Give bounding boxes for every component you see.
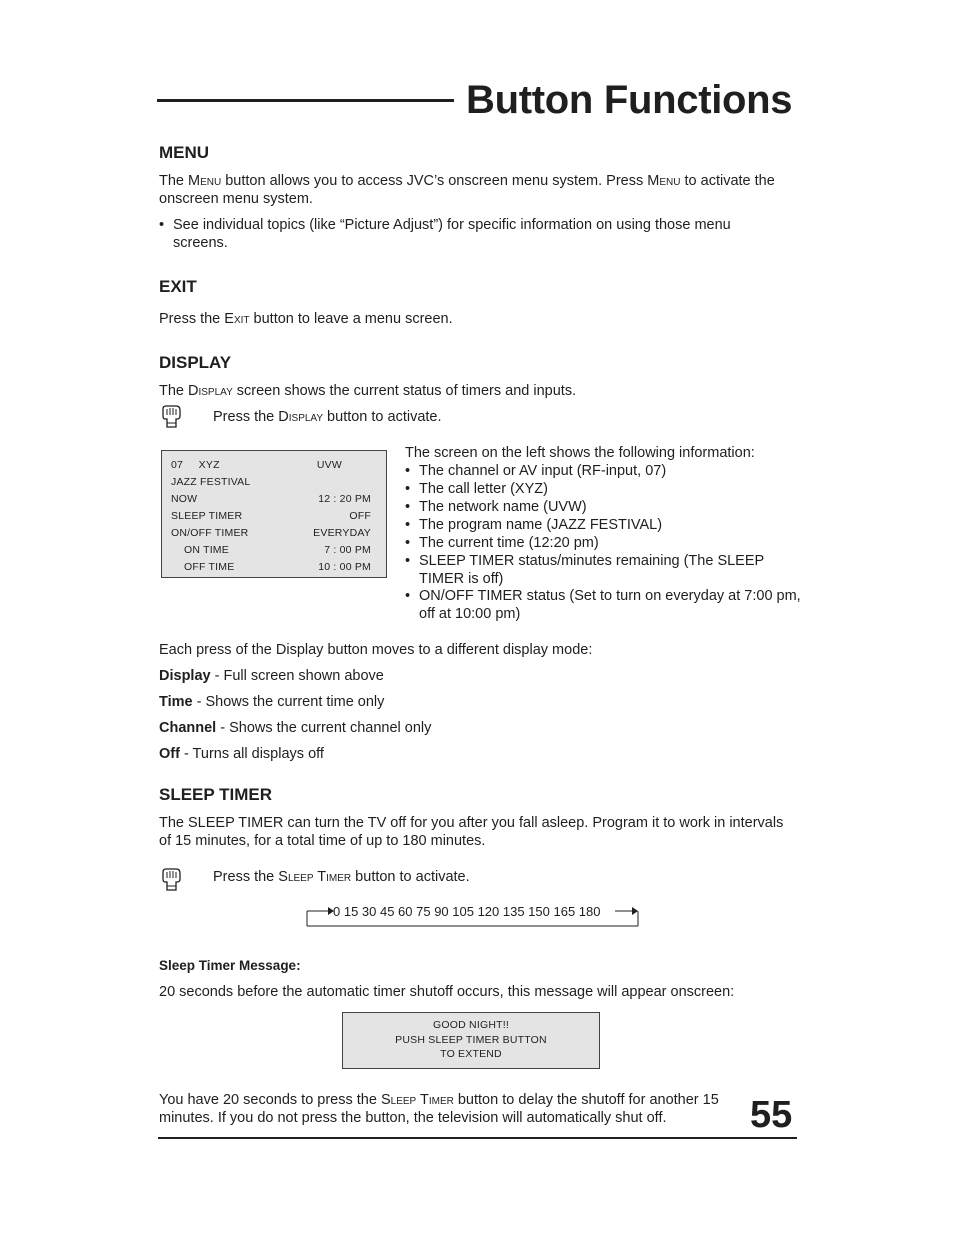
info-bullet: • ON/OFF TIMER status (Set to turn on everyday at 7:00 pm, off at 10:00 pm) <box>405 588 801 622</box>
mode-item: Channel - Shows the current channel only <box>159 720 432 736</box>
osd-row: ON/OFF TIMER EVERYDAY <box>171 527 371 539</box>
mode-item: Display - Full screen shown above <box>159 668 384 684</box>
sleep-message-intro: 20 seconds before the automatic timer shutoff occurs, this message will appear onscreen: <box>159 984 735 1000</box>
osd-row: JAZZ FESTIVAL <box>171 476 251 488</box>
page-title: Button Functions <box>466 78 793 122</box>
osd-row: NOW 12 : 20 PM <box>171 493 371 505</box>
hand-press-icon <box>160 868 182 892</box>
info-bullet: • The network name (UVW) <box>405 499 587 515</box>
osd-row: 07 XYZ UVW <box>171 459 342 471</box>
display-osd-screen <box>161 450 387 578</box>
mode-item: Off - Turns all displays off <box>159 746 324 762</box>
info-bullet: • SLEEP TIMER status/minutes remaining (The SLEEP TIMER is off) <box>405 553 764 587</box>
exit-heading: EXIT <box>159 277 197 296</box>
title-rule <box>157 99 454 102</box>
sleep-message-heading: Sleep Timer Message: <box>159 958 301 973</box>
message-line: GOOD NIGHT!! <box>433 1019 509 1031</box>
info-bullet: • The channel or AV input (RF-input, 07) <box>405 463 667 479</box>
sleep-cycle-values: 0 15 30 45 60 75 90 105 120 135 150 165 180 <box>333 904 601 919</box>
exit-paragraph: Press the Exit button to leave a menu screen. <box>159 311 453 327</box>
info-bullet: • The program name (JAZZ FESTIVAL) <box>405 517 663 533</box>
hand-press-icon <box>160 405 182 429</box>
menu-heading: MENU <box>159 143 210 162</box>
page-number: 55 <box>750 1094 793 1136</box>
info-bullet: • The current time (12:20 pm) <box>405 535 599 551</box>
osd-row: SLEEP TIMER OFF <box>171 510 371 522</box>
info-bullet: • The call letter (XYZ) <box>405 481 548 497</box>
display-heading: DISPLAY <box>159 353 232 372</box>
display-press-instruction: Press the Display button to activate. <box>213 409 442 425</box>
info-intro: The screen on the left shows the following information: <box>405 445 755 461</box>
sleep-timer-paragraph: The SLEEP TIMER can turn the TV off for you after you fall asleep. Program it to work in intervals of 15 minutes, for a total time of up to 180 minutes. <box>159 815 784 849</box>
message-line: TO EXTEND <box>440 1048 502 1060</box>
menu-paragraph: The Menu button allows you to access JVC’s onscreen menu system. Press Menu to activate the onscreen menu system. <box>159 173 775 207</box>
menu-bullet: • See individual topics (like “Picture Adjust”) for specific information on using those menu screens. <box>159 217 731 251</box>
bottom-rule <box>158 1137 797 1139</box>
osd-row: OFF TIME 10 : 00 PM <box>184 561 371 573</box>
sleep-message-screen <box>342 1012 600 1069</box>
modes-intro: Each press of the Display button moves to a different display mode: <box>159 642 593 658</box>
message-line: PUSH SLEEP TIMER BUTTON <box>395 1033 547 1046</box>
sleep-timer-heading: SLEEP TIMER <box>159 785 273 804</box>
sleep-press-instruction: Press the Sleep Timer button to activate. <box>213 869 470 885</box>
osd-row: ON TIME 7 : 00 PM <box>184 544 371 556</box>
mode-item: Time - Shows the current time only <box>159 694 385 710</box>
sleep-final-paragraph: You have 20 seconds to press the Sleep Timer button to delay the shutoff for another 15 minutes. If you do not press the button, the television will automatically shut off. <box>159 1092 719 1126</box>
display-paragraph: The Display screen shows the current status of timers and inputs. <box>159 383 577 399</box>
